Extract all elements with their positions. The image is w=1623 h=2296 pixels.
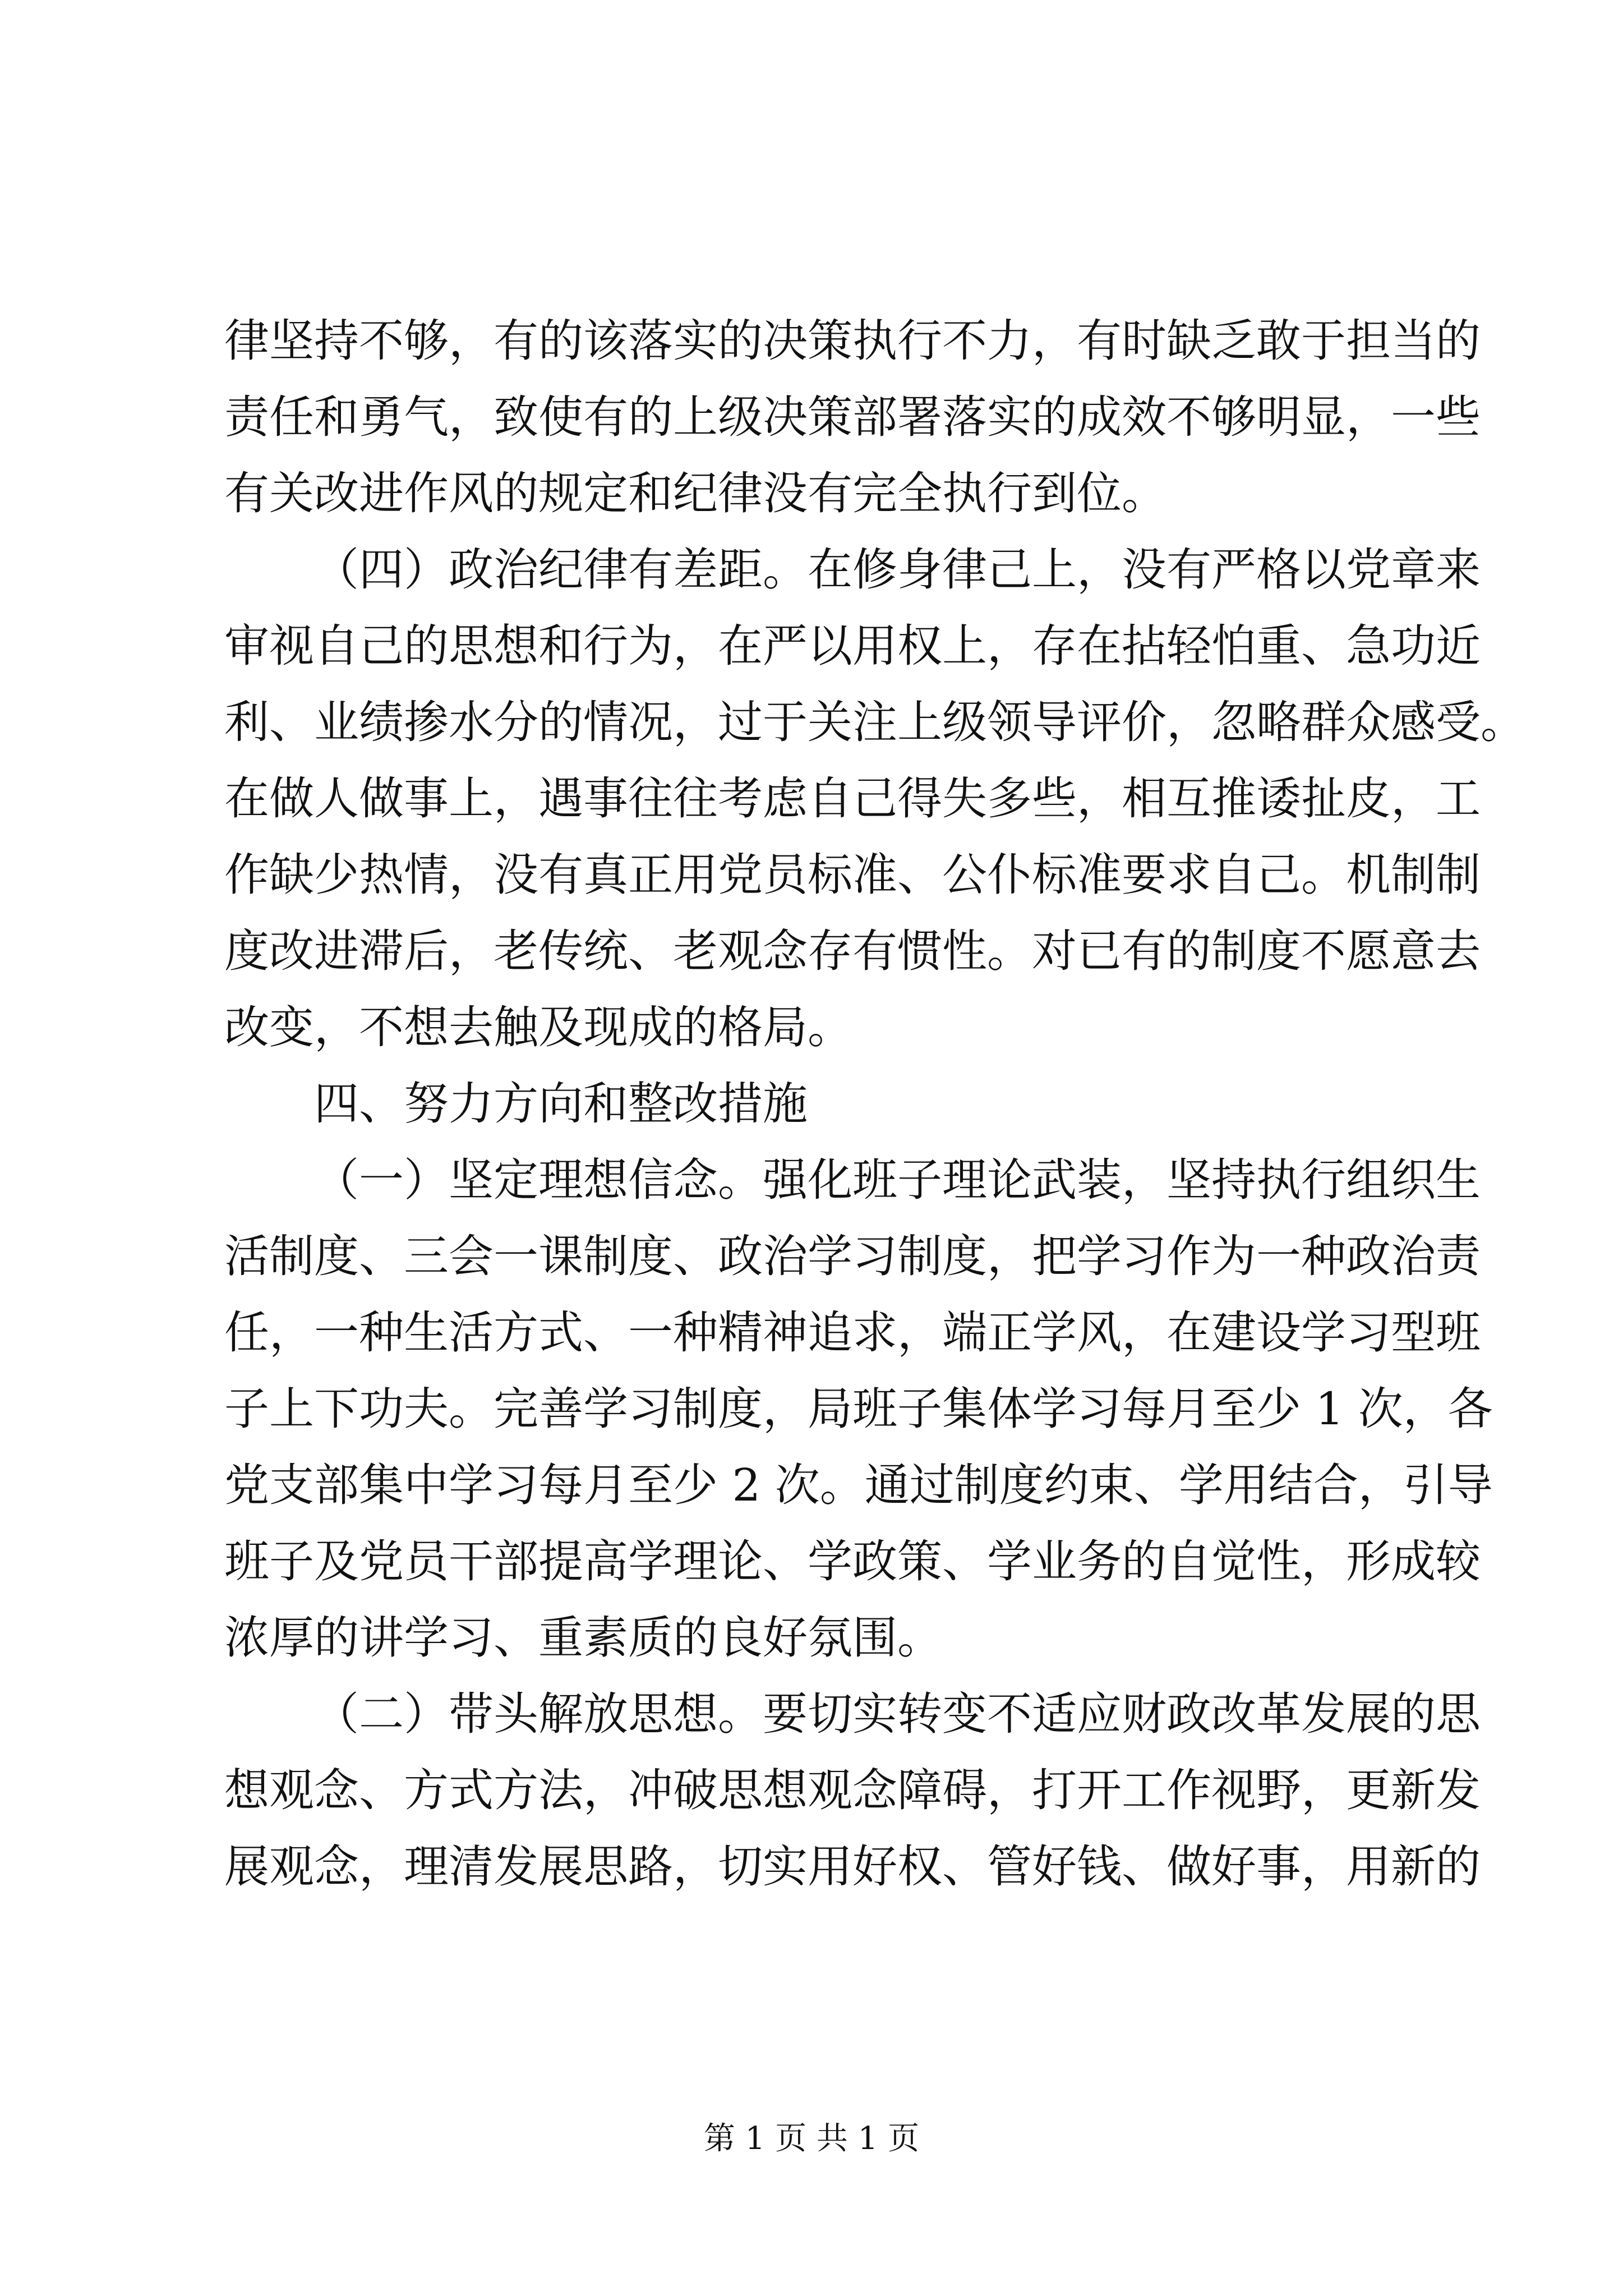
text-line: 任，一种生活方式、一种精神追求，端正学风，在建设学习型班 — [224, 1306, 1481, 1359]
text-line: 活制度、三会一课制度、政治学习制度，把学习作为一种政治责 — [224, 1230, 1481, 1282]
paragraph-first-line: （四）政治纪律有差距。在修身律己上，没有严格以党章来 — [314, 544, 1481, 596]
text-line: 责任和勇气，致使有的上级决策部署落实的成效不够明显，一些 — [224, 391, 1481, 443]
text-line: 度改进滞后，老传统、老观念存有惯性。对已有的制度不愿意去 — [224, 925, 1481, 977]
text-line: 展观念，理清发展思路，切实用好权、管好钱、做好事，用新的 — [224, 1841, 1481, 1893]
text-line: 子上下功夫。完善学习制度，局班子集体学习每月至少 1 次，各 — [224, 1383, 1493, 1435]
text-line: 律坚持不够，有的该落实的决策执行不力，有时缺乏敢于担当的 — [224, 315, 1481, 367]
paragraph-first-line: （二）带头解放思想。要切实转变不适应财政改革发展的思 — [314, 1688, 1481, 1740]
text-line: 想观念、方式方法，冲破思想观念障碍，打开工作视野，更新发 — [224, 1764, 1481, 1816]
text-line: 在做人做事上，遇事往往考虑自己得失多些，相互推诿扯皮，工 — [224, 772, 1481, 825]
text-line: 作缺少热情，没有真正用党员标准、公仆标准要求自己。机制制 — [224, 849, 1481, 901]
paragraph-first-line: 四、努力方向和整改措施 — [314, 1078, 808, 1130]
paragraph-first-line: （一）坚定理想信念。强化班子理论武装，坚持执行组织生 — [314, 1154, 1481, 1206]
text-line: 浓厚的讲学习、重素质的良好氛围。 — [224, 1612, 942, 1664]
text-line: 班子及党员干部提高学理论、学政策、学业务的自觉性，形成较 — [224, 1535, 1481, 1588]
page-footer: 第 1 页 共 1 页 — [703, 2120, 920, 2157]
text-line: 党支部集中学习每月至少 2 次。通过制度约束、学用结合，引导 — [224, 1459, 1493, 1511]
text-line: 审视自己的思想和行为，在严以用权上，存在拈轻怕重、急功近 — [224, 620, 1481, 672]
text-line: 改变，不想去触及现成的格局。 — [224, 1001, 852, 1053]
text-line: 有关改进作风的规定和纪律没有完全执行到位。 — [224, 467, 1166, 519]
document-body — [224, 303, 1525, 1905]
text-line: 利、业绩掺水分的情况，过于关注上级领导评价，忽略群众感受。 — [224, 696, 1525, 748]
